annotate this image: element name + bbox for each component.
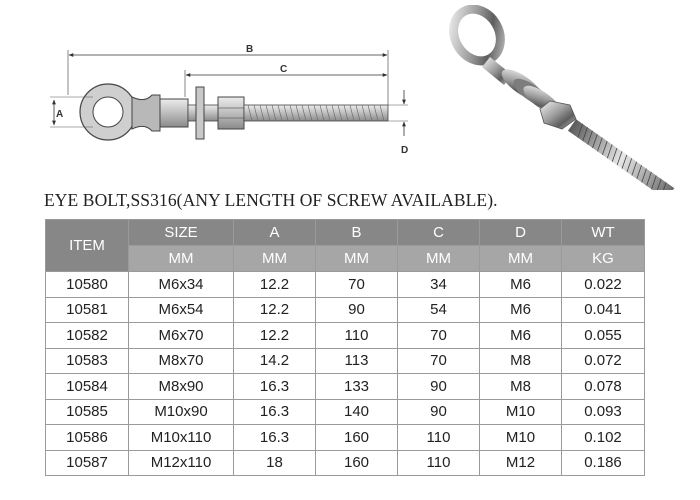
cell-item: 10584 <box>46 374 129 400</box>
unit-c: MM <box>398 246 480 272</box>
cell-wt: 0.078 <box>562 374 645 400</box>
dim-label-d: D <box>401 145 409 156</box>
cell-item: 10586 <box>46 425 129 451</box>
cell-b: 140 <box>316 399 398 425</box>
cell-c: 110 <box>398 425 480 451</box>
header-wt: WT <box>562 220 645 246</box>
cell-a: 16.3 <box>234 425 316 451</box>
cell-c: 70 <box>398 348 480 374</box>
cell-a: 16.3 <box>234 399 316 425</box>
cell-b: 110 <box>316 323 398 349</box>
cell-d: M6 <box>480 272 562 298</box>
cell-b: 113 <box>316 348 398 374</box>
cell-size: M10x110 <box>129 425 234 451</box>
cell-b: 70 <box>316 272 398 298</box>
eye-bolt-product-photo <box>432 5 692 190</box>
table-row <box>46 348 645 374</box>
unit-d: MM <box>480 246 562 272</box>
cell-d: M10 <box>480 399 562 425</box>
cell-size: M10x90 <box>129 399 234 425</box>
header-size: SIZE <box>129 220 234 246</box>
cell-a: 16.3 <box>234 374 316 400</box>
header-d: D <box>480 220 562 246</box>
eye-bolt-dimension-drawing <box>40 35 430 170</box>
cell-a: 12.2 <box>234 323 316 349</box>
cell-c: 34 <box>398 272 480 298</box>
table-row <box>46 374 645 400</box>
cell-wt: 0.102 <box>562 425 645 451</box>
cell-c: 90 <box>398 399 480 425</box>
table-row <box>46 323 645 349</box>
cell-item: 10585 <box>46 399 129 425</box>
unit-b: MM <box>316 246 398 272</box>
cell-size: M6x54 <box>129 297 234 323</box>
cell-d: M10 <box>480 425 562 451</box>
cell-item: 10583 <box>46 348 129 374</box>
table-row <box>46 425 645 451</box>
cell-wt: 0.022 <box>562 272 645 298</box>
cell-d: M12 <box>480 450 562 476</box>
unit-a: MM <box>234 246 316 272</box>
cell-item: 10581 <box>46 297 129 323</box>
cell-d: M8 <box>480 348 562 374</box>
table-row <box>46 272 645 298</box>
cell-b: 90 <box>316 297 398 323</box>
dim-label-b: B <box>246 44 254 55</box>
cell-a: 18 <box>234 450 316 476</box>
header-c: C <box>398 220 480 246</box>
cell-wt: 0.093 <box>562 399 645 425</box>
cell-item: 10587 <box>46 450 129 476</box>
cell-a: 14.2 <box>234 348 316 374</box>
product-caption: EYE BOLT,SS316(ANY LENGTH OF SCREW AVAILABLE). <box>44 190 498 210</box>
cell-size: M6x70 <box>129 323 234 349</box>
cell-b: 160 <box>316 450 398 476</box>
cell-wt: 0.041 <box>562 297 645 323</box>
cell-size: M8x90 <box>129 374 234 400</box>
dim-label-a: A <box>56 109 64 120</box>
table-row <box>46 297 645 323</box>
cell-wt: 0.186 <box>562 450 645 476</box>
cell-c: 54 <box>398 297 480 323</box>
cell-d: M8 <box>480 374 562 400</box>
cell-d: M6 <box>480 297 562 323</box>
cell-size: M8x70 <box>129 348 234 374</box>
cell-wt: 0.072 <box>562 348 645 374</box>
header-a: A <box>234 220 316 246</box>
cell-c: 110 <box>398 450 480 476</box>
cell-b: 133 <box>316 374 398 400</box>
cell-wt: 0.055 <box>562 323 645 349</box>
cell-size: M12x110 <box>129 450 234 476</box>
cell-a: 12.2 <box>234 297 316 323</box>
cell-d: M6 <box>480 323 562 349</box>
cell-item: 10580 <box>46 272 129 298</box>
cell-item: 10582 <box>46 323 129 349</box>
cell-a: 12.2 <box>234 272 316 298</box>
unit-size: MM <box>129 246 234 272</box>
unit-wt: KG <box>562 246 645 272</box>
header-item: ITEM <box>46 220 129 272</box>
cell-b: 160 <box>316 425 398 451</box>
table-row <box>46 399 645 425</box>
dim-label-c: C <box>280 64 288 75</box>
cell-c: 70 <box>398 323 480 349</box>
cell-c: 90 <box>398 374 480 400</box>
cell-size: M6x34 <box>129 272 234 298</box>
eye-bolt-spec-table <box>45 219 645 476</box>
table-row <box>46 450 645 476</box>
header-b: B <box>316 220 398 246</box>
